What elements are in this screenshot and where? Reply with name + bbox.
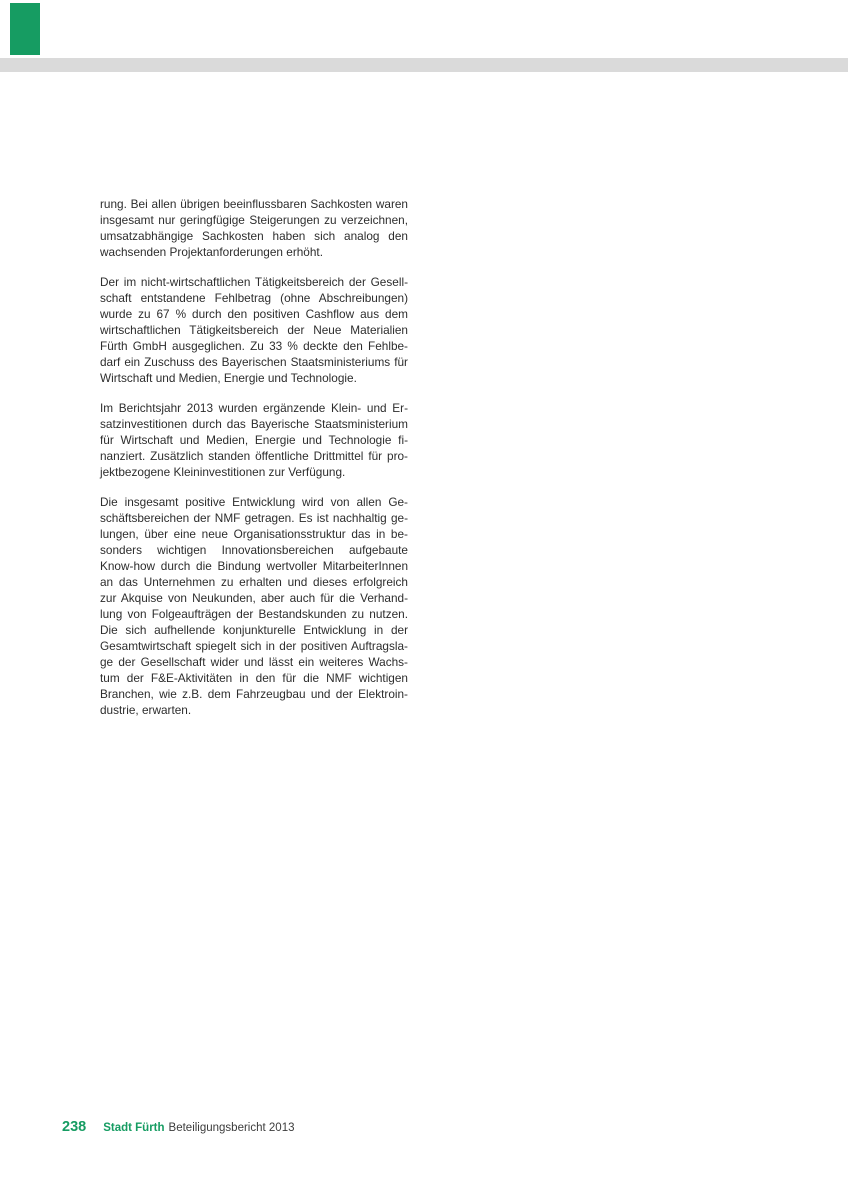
text-line: satzinvestitionen durch das Bayerische Staatsministerium: [100, 417, 408, 431]
text-line: Wirtschaft und Medien, Energie und Technologie.: [100, 371, 357, 385]
text-line: tum der F&E-Aktivitäten in den für die NMF wichtigen: [100, 671, 408, 685]
text-line: jektbezogene Kleininvestitionen zur Verfügung.: [100, 465, 346, 479]
text-line: Branchen, wie z.B. dem Fahrzeugbau und der Elektroin-: [100, 687, 408, 701]
header-bar: [0, 58, 848, 72]
text-line: rung. Bei allen übrigen beeinflussbaren Sachkosten waren: [100, 197, 408, 211]
paragraph: [100, 400, 408, 480]
text-line: darf ein Zuschuss des Bayerischen Staatsministeriums für: [100, 355, 408, 369]
text-line: an das Unternehmen zu erhalten und dieses erfolgreich: [100, 575, 408, 589]
text-line: wurde zu 67 % durch den positiven Cashflow aus dem: [100, 307, 408, 321]
text-line: umsatzabhängige Sachkosten haben sich analog den: [100, 229, 408, 243]
text-line: nanziert. Zusätzlich standen öffentliche Drittmittel für pro-: [100, 449, 408, 463]
footer-brand: Stadt Fürth: [103, 1122, 165, 1134]
text-line: wirtschaftlichen Tätigkeitsbereich der Neue Materialien: [100, 323, 408, 337]
text-line: Die sich aufhellende konjunkturelle Entwicklung in der: [100, 623, 408, 637]
text-line: schaft entstandene Fehlbetrag (ohne Abschreibungen): [100, 291, 408, 305]
section-tab-marker: [10, 3, 40, 55]
text-line: für Wirtschaft und Medien, Energie und Technologie fi-: [100, 433, 408, 447]
text-line: wachsenden Projektanforderungen erhöht.: [100, 245, 323, 259]
text-line: ge der Gesellschaft wider und lässt ein weiteres Wachs-: [100, 655, 408, 669]
paragraph: [100, 274, 408, 386]
text-line: Fürth GmbH ausgeglichen. Zu 33 % deckte den Fehlbe-: [100, 339, 408, 353]
text-line: Der im nicht-wirtschaftlichen Tätigkeitsbereich der Gesell-: [100, 275, 408, 289]
text-line: Die insgesamt positive Entwicklung wird von allen Ge-: [100, 495, 408, 509]
text-line: dustrie, erwarten.: [100, 703, 192, 717]
body-text: [100, 196, 408, 732]
paragraph: [100, 196, 408, 260]
text-line: Im Berichtsjahr 2013 wurden ergänzende Klein- und Er-: [100, 401, 408, 415]
page-number: 238: [62, 1119, 87, 1135]
paragraph: [100, 494, 408, 718]
text-line: insgesamt nur geringfügige Steigerungen zu verzeichnen,: [100, 213, 408, 227]
footer-report-title: Beteiligungsbericht 2013: [168, 1122, 295, 1134]
text-line: schäftsbereichen der NMF getragen. Es ist nachhaltig ge-: [100, 511, 408, 525]
text-line: lungen, über eine neue Organisationsstruktur das in be-: [100, 527, 408, 541]
text-line: zur Akquise von Neukunden, aber auch für die Verhand-: [100, 591, 408, 605]
text-line: lung von Folgeaufträgen der Bestandskunden zu nutzen.: [100, 607, 408, 621]
text-line: sonders wichtigen Innovationsbereichen aufgebaute: [100, 543, 408, 557]
text-line: Gesamtwirtschaft spiegelt sich in der positiven Auftragsla-: [100, 639, 408, 653]
page-footer: [62, 1119, 294, 1135]
text-line: Know-how durch die Bindung wertvoller MitarbeiterInnen: [100, 559, 408, 573]
